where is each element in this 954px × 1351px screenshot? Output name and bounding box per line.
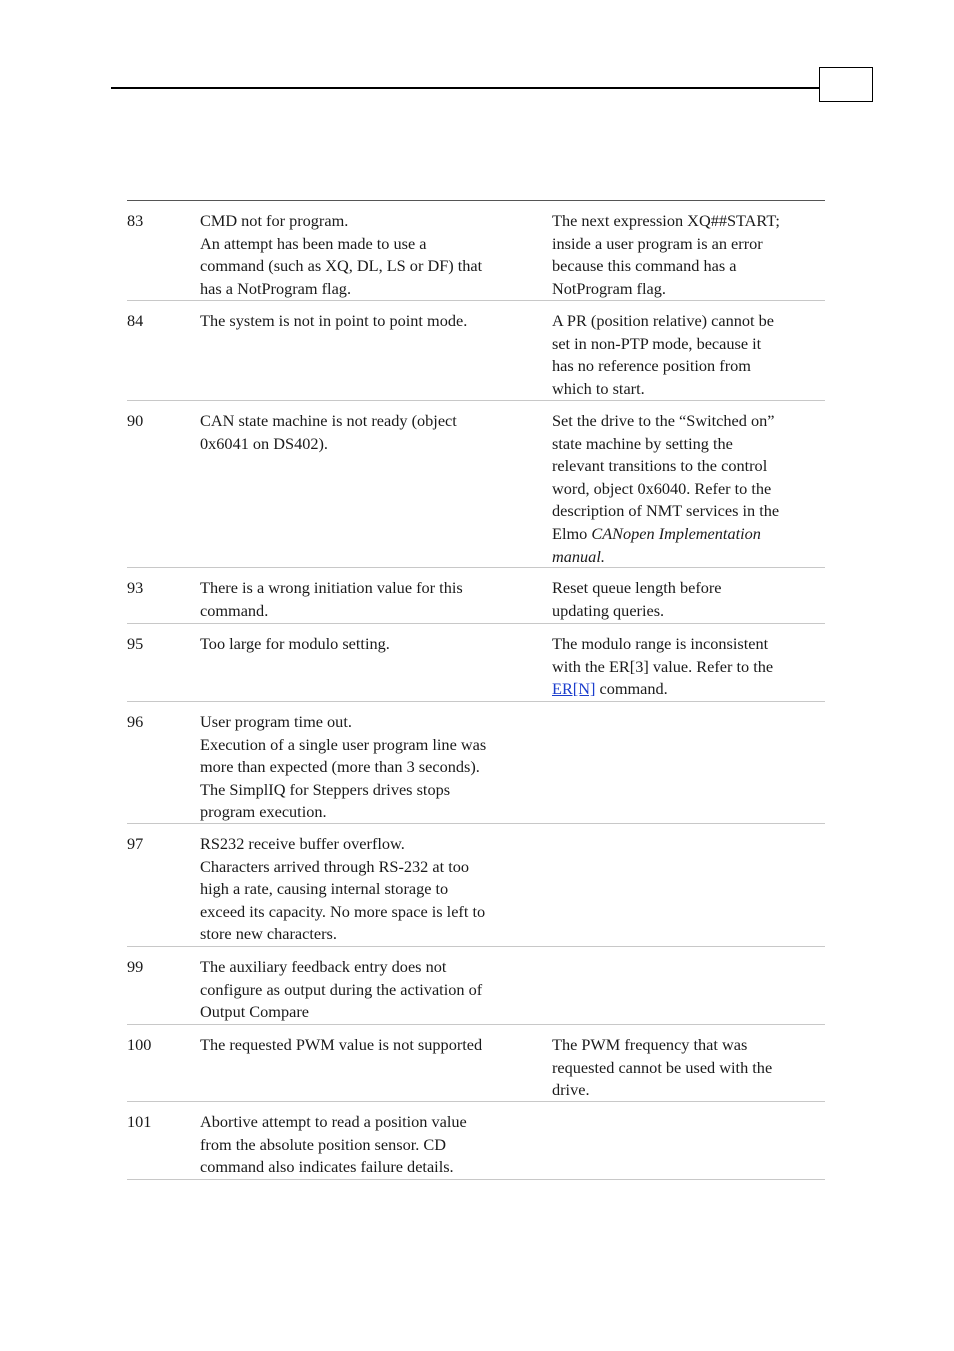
action-line: updating queries. — [552, 600, 665, 620]
corrective-action — [552, 577, 822, 622]
header-rule — [111, 87, 819, 89]
description-line: command (such as XQ, DL, LS or DF) that — [200, 256, 483, 276]
manual-title: manual. — [552, 546, 605, 566]
description-line: User program time out. — [200, 712, 352, 731]
description-line: command. — [200, 600, 269, 620]
action-line: set in non-PTP mode, because it — [552, 333, 762, 353]
action-text: Elmo — [552, 523, 592, 543]
description-line: store new characters. — [200, 924, 337, 944]
page-number-box — [819, 67, 873, 102]
description-line: There is a wrong initiation value for this — [200, 578, 463, 597]
table-row — [127, 568, 825, 624]
table-row — [127, 1025, 825, 1102]
action-line: description of NMT services in the — [552, 501, 780, 521]
description-line: Execution of a single user program line was — [200, 734, 487, 754]
description-line: The requested PWM value is not supported — [200, 1035, 483, 1054]
error-description — [200, 1034, 540, 1057]
error-code: 93 — [127, 578, 144, 597]
error-code: 96 — [127, 712, 144, 731]
error-code: 83 — [127, 211, 144, 230]
action-line: which to start. — [552, 378, 645, 398]
error-description — [200, 577, 540, 622]
error-description — [200, 833, 540, 946]
action-line: with the ER[3] value. Refer to the — [552, 656, 774, 676]
description-line: Output Compare — [200, 1002, 309, 1022]
error-description — [200, 210, 540, 300]
action-line: The next expression XQ##START; — [552, 211, 780, 230]
description-line: Abortive attempt to read a position value — [200, 1112, 467, 1131]
description-line: high a rate, causing internal storage to — [200, 879, 449, 899]
error-code: 101 — [127, 1112, 152, 1131]
table-row — [127, 301, 825, 401]
action-text: command. — [595, 679, 668, 699]
description-line: CAN state machine is not ready (object — [200, 411, 457, 430]
error-code: 99 — [127, 957, 144, 976]
error-code: 95 — [127, 634, 144, 653]
action-line: word, object 0x6040. Refer to the — [552, 478, 772, 498]
action-line: drive. — [552, 1080, 590, 1100]
description-line: CMD not for program. — [200, 211, 349, 230]
table-row — [127, 947, 825, 1025]
action-line: relevant transitions to the control — [552, 456, 768, 476]
description-line: 0x6041 on DS402). — [200, 433, 328, 453]
action-line: requested cannot be used with the — [552, 1057, 773, 1077]
description-line: configure as output during the activation of — [200, 979, 483, 999]
description-line: Characters arrived through RS-232 at too — [200, 856, 470, 876]
action-line: state machine by setting the — [552, 433, 733, 453]
description-line: more than expected (more than 3 seconds). — [200, 757, 480, 777]
description-line: program execution. — [200, 802, 327, 822]
manual-title: CANopen Implementation — [591, 523, 761, 543]
description-line: has a NotProgram flag. — [200, 278, 352, 298]
table-row — [127, 1102, 825, 1180]
corrective-action — [552, 410, 822, 568]
action-line: because this command has a — [552, 256, 737, 276]
table-row — [127, 201, 825, 301]
error-description — [200, 633, 540, 656]
description-line: The system is not in point to point mode. — [200, 311, 468, 330]
table-row — [127, 624, 825, 702]
corrective-action — [552, 1034, 822, 1102]
table-row — [127, 401, 825, 568]
action-line: Reset queue length before — [552, 578, 722, 597]
error-description — [200, 410, 540, 455]
error-description — [200, 956, 540, 1024]
corrective-action — [552, 310, 822, 400]
error-description — [200, 1111, 540, 1179]
action-line: Set the drive to the “Switched on” — [552, 411, 775, 430]
action-line: inside a user program is an error — [552, 233, 763, 253]
corrective-action — [552, 633, 822, 701]
action-line — [552, 523, 822, 546]
action-line: has no reference position from — [552, 356, 751, 376]
description-line: command also indicates failure details. — [200, 1157, 454, 1177]
error-code: 84 — [127, 311, 144, 330]
er-command-link[interactable]: ER[N] — [552, 679, 596, 699]
description-line: exceed its capacity. No more space is left to — [200, 901, 486, 921]
description-line: RS232 receive buffer overflow. — [200, 834, 405, 853]
error-code: 97 — [127, 834, 144, 853]
error-code: 100 — [127, 1035, 152, 1054]
action-line: The PWM frequency that was — [552, 1035, 748, 1054]
table-row — [127, 824, 825, 947]
description-line: from the absolute position sensor. CD — [200, 1134, 447, 1154]
description-line: An attempt has been made to use a — [200, 233, 427, 253]
table-row — [127, 702, 825, 824]
description-line: The SimplIQ for Steppers drives stops — [200, 779, 451, 799]
action-line — [552, 678, 822, 701]
error-code: 90 — [127, 411, 144, 430]
description-line: Too large for modulo setting. — [200, 634, 390, 653]
error-description — [200, 310, 540, 333]
action-line: NotProgram flag. — [552, 278, 666, 298]
description-line: The auxiliary feedback entry does not — [200, 957, 447, 976]
error-description — [200, 711, 540, 824]
action-line: The modulo range is inconsistent — [552, 634, 769, 653]
action-line: A PR (position relative) cannot be — [552, 311, 775, 330]
corrective-action — [552, 210, 822, 300]
